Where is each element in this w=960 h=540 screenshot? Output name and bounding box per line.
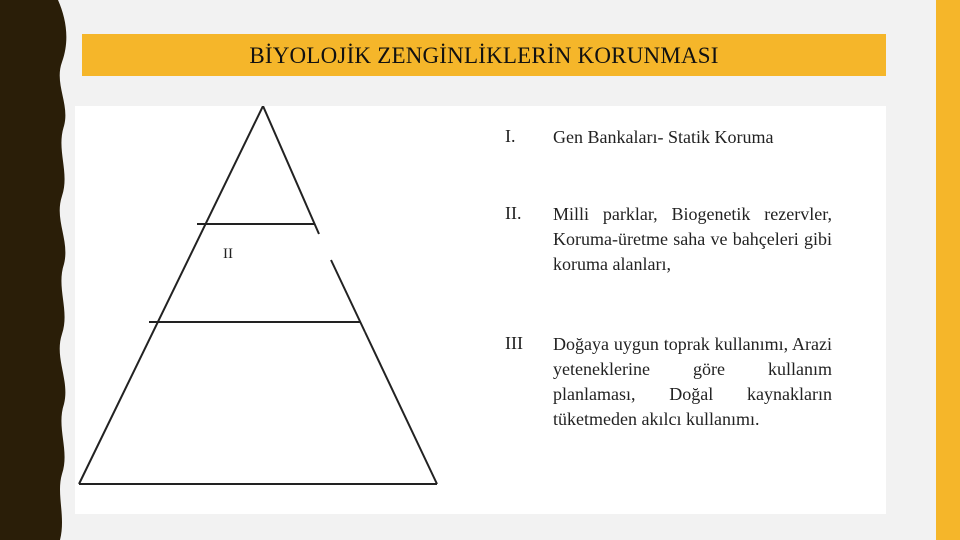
left-decorative-band — [0, 0, 72, 540]
right-accent-band — [936, 0, 960, 540]
title-bar — [82, 34, 886, 76]
pyramid-right-edge-top — [263, 106, 319, 234]
pyramid-left-edge — [79, 106, 263, 484]
item-numeral-3: III — [505, 333, 523, 353]
slide-title: BİYOLOJİK ZENGİNLİKLERİN KORUNMASI — [249, 43, 719, 68]
item-numeral-1: I. — [505, 126, 516, 146]
pyramid-tier-label: II — [223, 246, 233, 262]
content-panel — [75, 106, 886, 514]
item-text-3: Doğaya uygun toprak kullanımı, Arazi yeteneklerine göre kullanım planlaması, Doğal kaynakların tüketmeden akılcı kullanımı. — [553, 334, 832, 429]
item-text-2: Milli parklar, Biogenetik rezervler, Koruma-üretme saha ve bahçeleri gibi koruma alanları, — [553, 204, 832, 274]
item-text-1: Gen Bankaları- Statik Koruma — [553, 127, 774, 147]
pyramid-diagram — [75, 106, 475, 514]
item-numeral-2: II. — [505, 203, 522, 223]
pyramid-right-edge-bottom — [365, 332, 437, 484]
pyramid-outline — [79, 106, 437, 484]
